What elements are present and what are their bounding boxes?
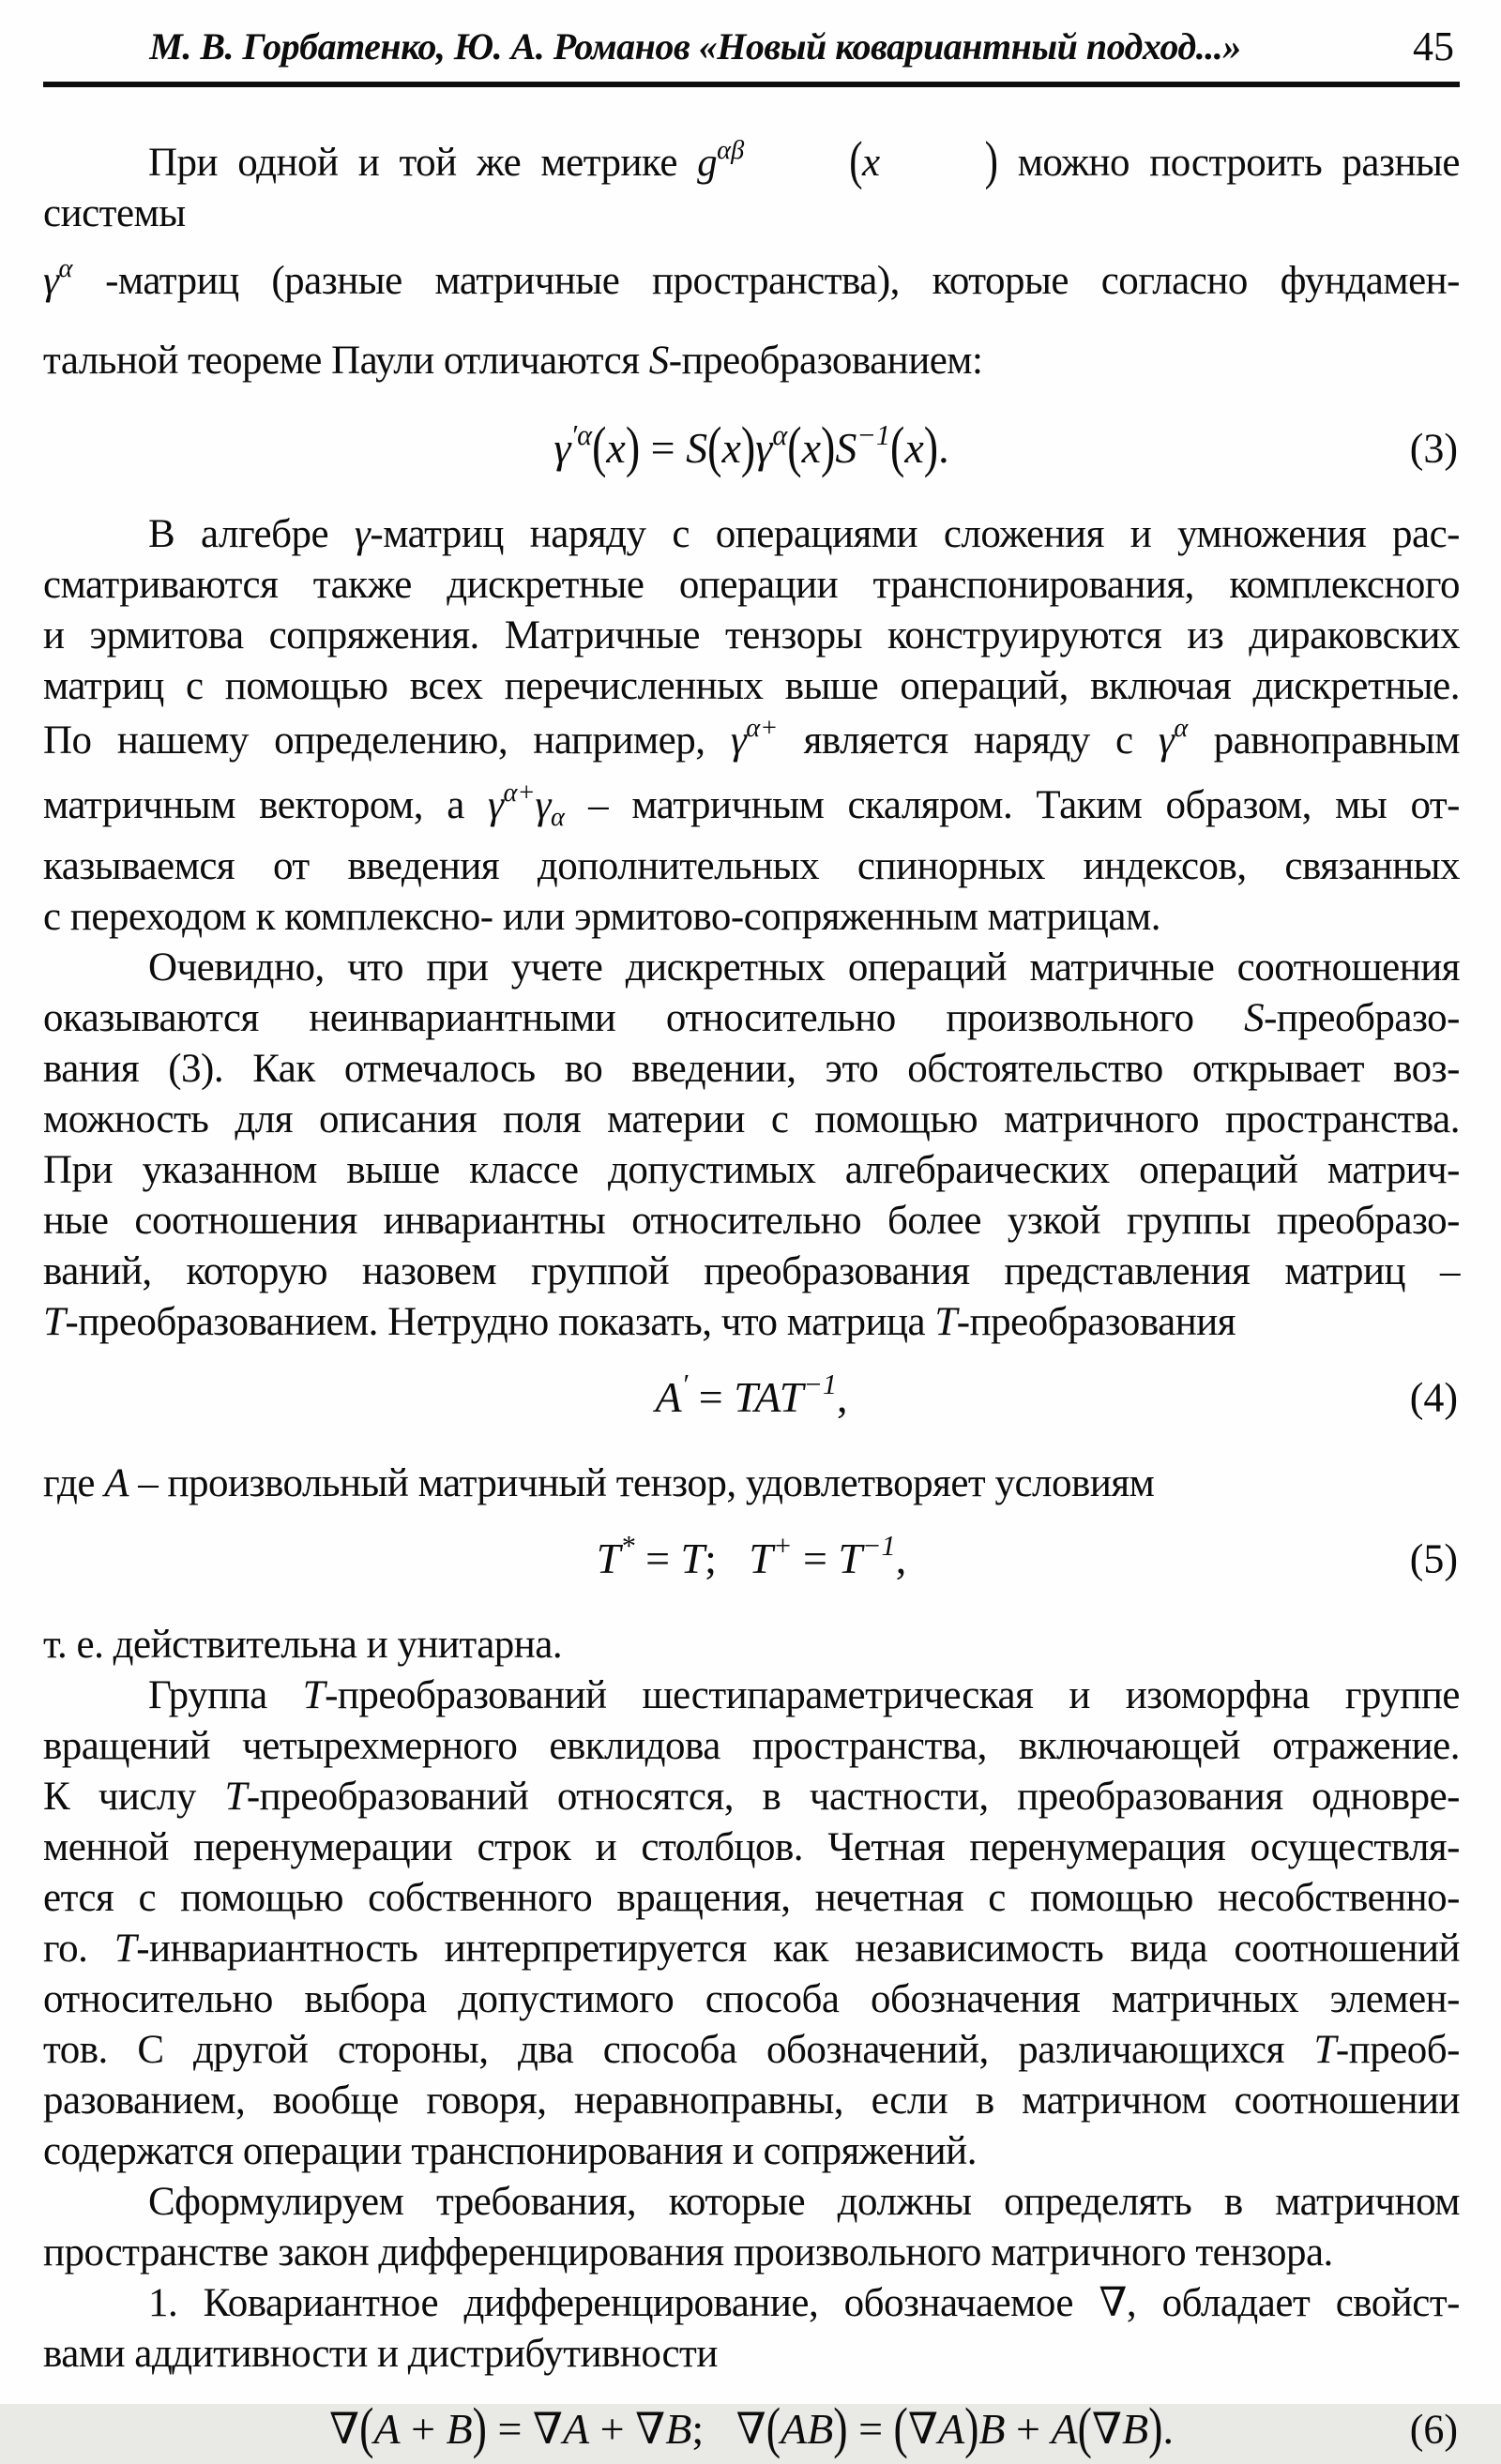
text-segment: -матриц (разные матричные пространства), которые согласно фундамен-	[72, 259, 1460, 303]
math-symbol: T	[224, 1775, 247, 1819]
text-segment: разованием, вообще говоря, неравноправны, если в матричном соотношении	[43, 2079, 1460, 2123]
math-paren: (	[890, 415, 905, 478]
paragraph	[43, 509, 1460, 943]
text-segment: +	[400, 2405, 447, 2453]
superscript: α	[772, 419, 788, 452]
equation-body	[43, 415, 1460, 478]
paragraph	[43, 1459, 1460, 1509]
equation-number: (3)	[1409, 425, 1458, 472]
text-segment: -преобразования	[956, 1300, 1236, 1344]
math-symbol: T	[749, 1534, 773, 1582]
paragraph	[43, 2177, 1460, 2278]
text-segment: вами аддитивности и дистрибутивности	[43, 2332, 718, 2376]
math-symbol: T	[680, 1534, 705, 1582]
text-segment: По нашему определению, например,	[43, 718, 731, 763]
math-symbol: S	[835, 424, 857, 472]
text-line	[43, 1196, 1460, 1247]
math-symbol: T	[934, 1300, 957, 1344]
text-line	[43, 841, 1460, 892]
text-segment: ется с помощью собственного вращения, нечетная с помощью несобственно-	[43, 1876, 1460, 1920]
math-symbol: A	[373, 2405, 401, 2453]
math-symbol: A	[937, 2405, 965, 2453]
subscript: α	[551, 802, 565, 832]
text-segment: = ∇	[486, 2405, 564, 2453]
math-paren: (	[707, 415, 722, 478]
paragraph	[43, 131, 1460, 399]
equation-number: (4)	[1409, 1374, 1458, 1421]
paragraph	[43, 2278, 1460, 2380]
math-symbol: S	[1244, 996, 1265, 1040]
text-segment: + ∇	[589, 2405, 666, 2453]
text-line	[43, 770, 1460, 841]
text-segment: является наряду с	[778, 718, 1159, 763]
text-segment: тов. С другой стороны, два способа обозначений, различающихся	[43, 2028, 1314, 2072]
text-segment: Сформулируем требования, которые должны определять в матричном	[148, 2180, 1460, 2224]
math-paren: )	[923, 415, 939, 478]
text-segment: -преобразо-	[1264, 996, 1460, 1040]
text-segment: =	[847, 2405, 894, 2453]
text-line	[43, 1974, 1460, 2025]
text-segment: го.	[43, 1927, 114, 1971]
math-symbol: γ	[43, 259, 59, 303]
math-paren: )	[964, 2396, 979, 2459]
equation-body	[43, 1370, 1460, 1425]
text-segment: можно построить разные системы	[43, 141, 1460, 235]
text-segment: -преоб-	[1335, 2028, 1460, 2072]
text-segment: -преобразований относятся, в частности, преобразования одновре-	[246, 1775, 1460, 1819]
text-segment: ;	[705, 1534, 750, 1582]
math-symbol: x	[904, 424, 924, 472]
superscript: −1	[862, 1530, 896, 1563]
math-symbol: x	[862, 141, 880, 185]
text-line	[43, 1822, 1460, 1873]
math-symbol: T	[302, 1673, 326, 1717]
text-segment: относительно выбора допустимого способа обозначения матричных элемен-	[43, 1977, 1460, 2021]
header-rule	[43, 82, 1460, 87]
superscript: ′	[681, 1368, 689, 1401]
math-symbol: AB	[781, 2405, 834, 2453]
math-symbol: A	[104, 1461, 129, 1505]
text-line	[43, 509, 1460, 560]
text-line	[43, 560, 1460, 611]
math-paren: )	[821, 415, 836, 478]
math-symbol: γ	[1158, 718, 1175, 763]
math-paren: (	[787, 415, 802, 478]
math-symbol: B	[1122, 2405, 1149, 2453]
text-line	[43, 2278, 1460, 2329]
text-line	[43, 943, 1460, 993]
text-segment: матричным вектором, а	[43, 783, 489, 827]
page-header	[43, 21, 1460, 73]
math-paren: )	[472, 2396, 487, 2459]
equation-number: (6)	[1409, 2406, 1458, 2453]
math-symbol: A	[563, 2405, 590, 2453]
text-segment: и эрмитова сопряжения. Матричные тензоры конструируются из дираковских	[43, 613, 1460, 658]
superscript: αβ	[717, 136, 745, 166]
text-segment: +	[1005, 2405, 1052, 2453]
text-segment: ,	[895, 1534, 907, 1582]
math-symbol: x	[801, 424, 822, 472]
text-segment: -преобразованием:	[668, 339, 983, 383]
math-paren: )	[984, 131, 998, 190]
math-symbol: γ	[730, 718, 747, 763]
page-body	[43, 131, 1461, 2459]
text-segment: При одной и той же метрике	[148, 141, 698, 185]
math-symbol: S	[686, 424, 708, 472]
paragraph	[43, 1620, 1460, 1670]
text-segment: 1. Ковариантное дифференцирование, обозначаемое ∇, обладает свойст-	[148, 2281, 1460, 2325]
math-paren: (	[849, 131, 863, 190]
math-paren: (	[893, 2396, 908, 2459]
text-segment: – матричным скаляром. Таким образом, мы от-	[564, 783, 1460, 827]
text-segment: ∇	[907, 2405, 938, 2453]
text-segment: т. е. действительна и унитарна.	[43, 1623, 563, 1667]
text-segment: =	[634, 1534, 681, 1582]
equation	[43, 415, 1460, 478]
text-segment: – произвольный матричный тензор, удовлетворяет условиям	[129, 1461, 1155, 1505]
running-title: М. В. Горбатенко, Ю. А. Романов «Новый ковариантный подход...»	[149, 25, 1241, 68]
equation	[43, 2396, 1460, 2459]
superscript: −1	[857, 419, 891, 452]
math-paren: (	[359, 2396, 374, 2459]
math-symbol: S	[648, 339, 669, 383]
math-symbol: g	[697, 141, 718, 185]
text-segment: равноправным	[1188, 718, 1461, 763]
text-segment: с переходом к комплексно- или эрмитово-сопряженным матрицам.	[43, 895, 1160, 939]
superscript: *	[620, 1530, 635, 1563]
text-line	[43, 1721, 1460, 1772]
text-segment: =	[688, 1373, 735, 1421]
text-segment: сматриваются также дискретные операции транспонирования, комплексного	[43, 563, 1460, 607]
text-line	[43, 1145, 1460, 1196]
text-segment: ∇	[1091, 2405, 1123, 2453]
text-segment: К числу	[43, 1775, 225, 1819]
text-segment: -инвариантность интерпретируется как независимость вида соотношений	[136, 1927, 1460, 1971]
superscript: −1	[803, 1368, 838, 1401]
paragraph	[43, 943, 1460, 1348]
text-line	[43, 611, 1460, 661]
text-line	[43, 892, 1460, 943]
text-segment: матриц с помощью всех перечисленных выше операций, включая дискретные.	[43, 664, 1460, 708]
math-symbol: γ	[488, 783, 504, 827]
math-symbol: γ	[755, 424, 773, 472]
math-symbol: T	[43, 1300, 66, 1344]
text-line	[43, 1044, 1460, 1095]
text-segment: Очевидно, что при учете дискретных операций матричные соотношения	[148, 945, 1460, 990]
text-line	[43, 1459, 1460, 1509]
text-segment: Группа	[148, 1673, 303, 1717]
text-segment: вращений четырехмерного евклидова пространства, включающей отражение.	[43, 1724, 1460, 1768]
math-symbol: γ	[354, 512, 371, 556]
text-line	[43, 2177, 1460, 2228]
superscript: +	[772, 1530, 793, 1563]
math-symbol: T	[838, 1534, 863, 1582]
text-segment: .	[938, 424, 949, 472]
text-line	[43, 1297, 1460, 1348]
equation-number: (5)	[1409, 1535, 1458, 1582]
text-line	[43, 2076, 1460, 2126]
math-symbol: T	[1313, 2028, 1336, 2072]
superscript: α+	[503, 779, 536, 809]
text-segment: где	[43, 1461, 105, 1505]
superscript: α	[58, 254, 73, 284]
math-paren: )	[740, 415, 756, 478]
math-symbol: TAT	[734, 1373, 804, 1421]
text-line	[43, 2025, 1460, 2076]
math-symbol: B	[665, 2405, 692, 2453]
text-line	[43, 1924, 1460, 1974]
equation	[43, 1532, 1460, 1586]
paragraph	[43, 1670, 1460, 2177]
text-segment: ; ∇	[691, 2405, 766, 2453]
math-symbol: γ	[535, 783, 551, 827]
math-symbol: T	[114, 1927, 137, 1971]
math-symbol: T	[596, 1534, 621, 1582]
text-segment: казываемся от введения дополнительных спинорных индексов, связанных	[43, 844, 1460, 888]
page-number: 45	[1413, 23, 1454, 69]
math-paren: (	[1077, 2396, 1092, 2459]
text-segment: -матриц наряду с операциями сложения и умножения рас-	[370, 512, 1460, 556]
text-segment: ваний, которую назовем группой преобразования представления матриц –	[43, 1249, 1460, 1293]
text-line	[43, 2228, 1460, 2278]
text-line	[43, 993, 1460, 1044]
text-segment: пространстве закон дифференцирования произвольного матричного тензора.	[43, 2230, 1333, 2275]
text-line	[43, 661, 1460, 712]
text-line	[43, 2329, 1460, 2380]
math-paren: )	[1148, 2396, 1163, 2459]
superscript: α+	[746, 714, 779, 744]
text-line	[43, 239, 1460, 324]
text-line	[43, 131, 1460, 239]
math-symbol: A	[1051, 2405, 1078, 2453]
text-segment: ,	[837, 1373, 848, 1421]
math-symbol: x	[606, 424, 626, 472]
text-segment: ∇	[329, 2405, 360, 2453]
math-paren: )	[833, 2396, 848, 2459]
math-paren: (	[766, 2396, 781, 2459]
superscript: ′α	[570, 419, 593, 452]
text-segment: =	[792, 1534, 839, 1582]
text-line	[43, 712, 1460, 770]
text-segment: -преобразований шестипараметрическая и изоморфна группе	[325, 1673, 1460, 1717]
text-segment: -преобразованием. Нетрудно показать, что матрица	[65, 1300, 935, 1344]
text-line	[43, 1772, 1460, 1822]
text-line	[43, 2126, 1460, 2177]
text-line	[43, 1095, 1460, 1145]
text-line	[43, 324, 1460, 399]
equation-body	[43, 1532, 1460, 1586]
superscript: α	[1174, 714, 1189, 744]
text-segment: оказываются неинвариантными относительно произвольного	[43, 996, 1245, 1040]
text-segment: содержатся операции транспонирования и сопряжений.	[43, 2129, 977, 2173]
text-line	[43, 1247, 1460, 1297]
text-segment: вания (3). Как отмечалось во введении, это обстоятельство открывает воз-	[43, 1047, 1460, 1091]
text-segment: .	[1162, 2405, 1174, 2453]
text-segment: В алгебре	[148, 512, 355, 556]
math-symbol: γ	[553, 424, 571, 472]
text-segment: можность для описания поля материи с помощью матричного пространства.	[43, 1097, 1460, 1141]
math-symbol: A	[655, 1373, 682, 1421]
text-segment: менной перенумерации строк и столбцов. Четная перенумерация осуществля-	[43, 1825, 1460, 1869]
math-paren: )	[625, 415, 641, 478]
math-symbol: B	[446, 2405, 473, 2453]
text-segment: ные соотношения инвариантны относительно более узкой группы преобразо-	[43, 1199, 1460, 1243]
math-paren: (	[592, 415, 607, 478]
text-line	[43, 1620, 1460, 1670]
equation-body	[43, 2396, 1460, 2459]
text-segment: тальной теореме Паули отличаются	[43, 339, 649, 383]
math-symbol: B	[978, 2405, 1006, 2453]
math-symbol: x	[721, 424, 741, 472]
equation	[43, 1370, 1460, 1425]
text-line	[43, 1670, 1460, 1721]
text-segment: =	[640, 424, 687, 472]
text-line	[43, 1873, 1460, 1924]
text-segment: При указанном выше классе допустимых алгебраических операций матрич-	[43, 1148, 1460, 1192]
